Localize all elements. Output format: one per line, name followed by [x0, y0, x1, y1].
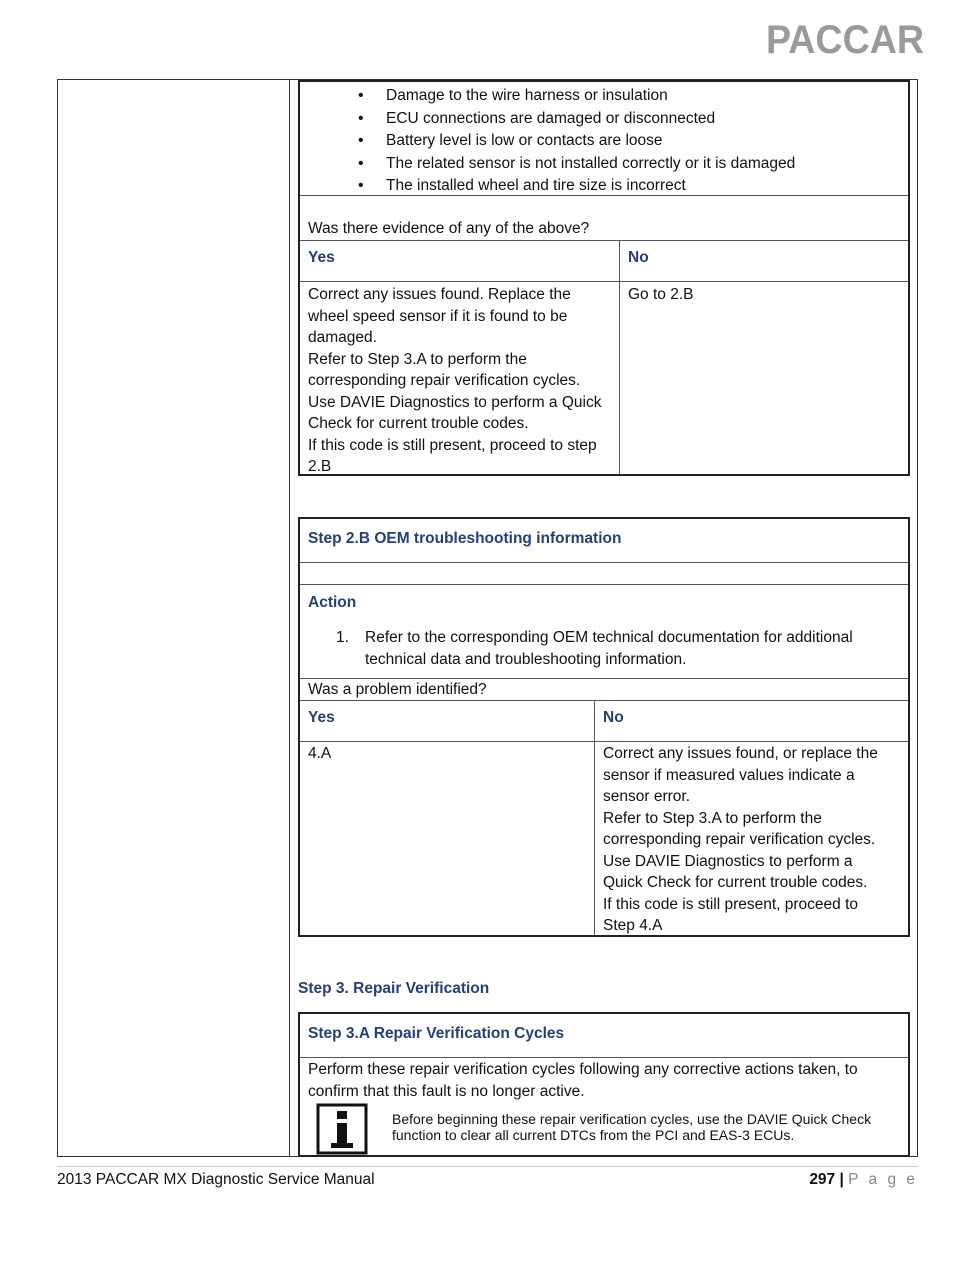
yes-instruction-line: 2.B [308, 458, 332, 475]
yes-label-2: Yes [308, 709, 335, 726]
repair-verification-table [298, 1012, 910, 1157]
page-word: P a g e [848, 1171, 918, 1188]
action-text [365, 627, 898, 670]
cause-list [300, 85, 908, 198]
no-instruction-line: Refer to Step 3.A to perform the [603, 809, 822, 827]
evidence-question: Was there evidence of any of the above? [308, 220, 590, 237]
page-footer [57, 1166, 918, 1188]
no-instruction-line: Correct any issues found, or replace the [603, 745, 878, 762]
info-note-line: Before beginning these repair verification cycles, use the DAVIE Quick Check [392, 1111, 872, 1127]
info-note [392, 1111, 871, 1143]
no-instruction-line: sensor if measured values indicate a [603, 766, 855, 784]
yes-instruction-line: damaged. [308, 329, 377, 346]
no-label-2: No [603, 709, 624, 726]
cause-bullets [300, 85, 908, 198]
no-instructions: Go to 2.B [628, 286, 694, 303]
cause-bullet-item: • The related sensor is not installed correctly or it is damaged [300, 153, 908, 176]
evidence-table [298, 80, 910, 476]
no-instruction-line: sensor error. [603, 788, 691, 805]
step-3a-title: Step 3.A Repair Verification Cycles [308, 1025, 565, 1042]
step-3-heading: Step 3. Repair Verification [298, 980, 490, 997]
no-instruction-line: If this code is still present, proceed to [603, 895, 859, 913]
cause-bullet-item: • Damage to the wire harness or insulation [300, 85, 908, 108]
info-note-line: function to clear all current DTCs from the PCI and EAS-3 ECUs. [392, 1127, 795, 1143]
yes-instruction-line: If this code is still present, proceed to step [308, 436, 597, 454]
yes-instruction-line: corresponding repair verification cycles. [308, 372, 581, 389]
yes-instruction-line: Correct any issues found. Replace the [308, 286, 571, 303]
yes-label: Yes [308, 249, 335, 266]
paccar-logo-text: PACCAR [766, 20, 924, 56]
evidence-question-row [300, 195, 908, 240]
verification-instructions [308, 1059, 898, 1102]
empty-row [300, 562, 908, 584]
problem-question: Was a problem identified? [308, 681, 487, 698]
page-number-block [809, 1171, 918, 1189]
problem-question-row [300, 678, 908, 700]
info-icon [316, 1103, 368, 1155]
step-2b-title: Step 2.B OEM troubleshooting information [308, 530, 622, 547]
no-instruction-line: Step 4.A [603, 917, 663, 934]
action-number: 1. [336, 629, 349, 646]
yes-instruction-line: wheel speed sensor if it is found to be [308, 307, 568, 325]
no-instruction-line: Use DAVIE Diagnostics to perform a [603, 852, 853, 870]
no-instruction-line: Quick Check for current trouble codes. [603, 874, 868, 891]
no-instructions-2 [595, 742, 908, 935]
cause-bullet-item: • The installed wheel and tire size is incorrect [300, 175, 908, 198]
yes-no-body-row-2 [300, 741, 908, 935]
cause-bullet-item: • ECU connections are damaged or disconnected [300, 108, 908, 131]
cause-bullet-item: • Battery level is low or contacts are loose [300, 130, 908, 153]
yes-no-header-row-2 [300, 700, 908, 741]
page-separator: | [839, 1171, 844, 1188]
yes-instruction-line: Use DAVIE Diagnostics to perform a Quick [308, 393, 602, 411]
verification-line: Perform these repair verification cycles following any corrective actions taken, to [308, 1061, 858, 1078]
action-label: Action [308, 594, 357, 611]
verification-body-row [300, 1057, 908, 1155]
left-margin-column [58, 80, 290, 1156]
oem-info-table [298, 517, 910, 937]
page-number: 297 [809, 1171, 836, 1188]
yes-instructions-2: 4.A [308, 745, 332, 762]
no-label: No [628, 249, 649, 266]
verification-line: confirm that this fault is no longer active. [308, 1082, 585, 1100]
action-line: Refer to the corresponding OEM technical documentation for additional [365, 629, 853, 646]
yes-instructions [300, 282, 620, 474]
yes-no-body-row [300, 281, 908, 474]
yes-no-header-row [300, 240, 908, 281]
action-row [300, 584, 908, 678]
yes-instruction-line: Refer to Step 3.A to perform the [308, 350, 527, 368]
paccar-logo [766, 20, 924, 56]
manual-title: 2013 PACCAR MX Diagnostic Service Manual [57, 1171, 375, 1188]
no-instruction-line: corresponding repair verification cycles. [603, 831, 876, 848]
yes-instruction-line: Check for current trouble codes. [308, 415, 529, 432]
action-line: technical data and troubleshooting information. [365, 650, 687, 668]
